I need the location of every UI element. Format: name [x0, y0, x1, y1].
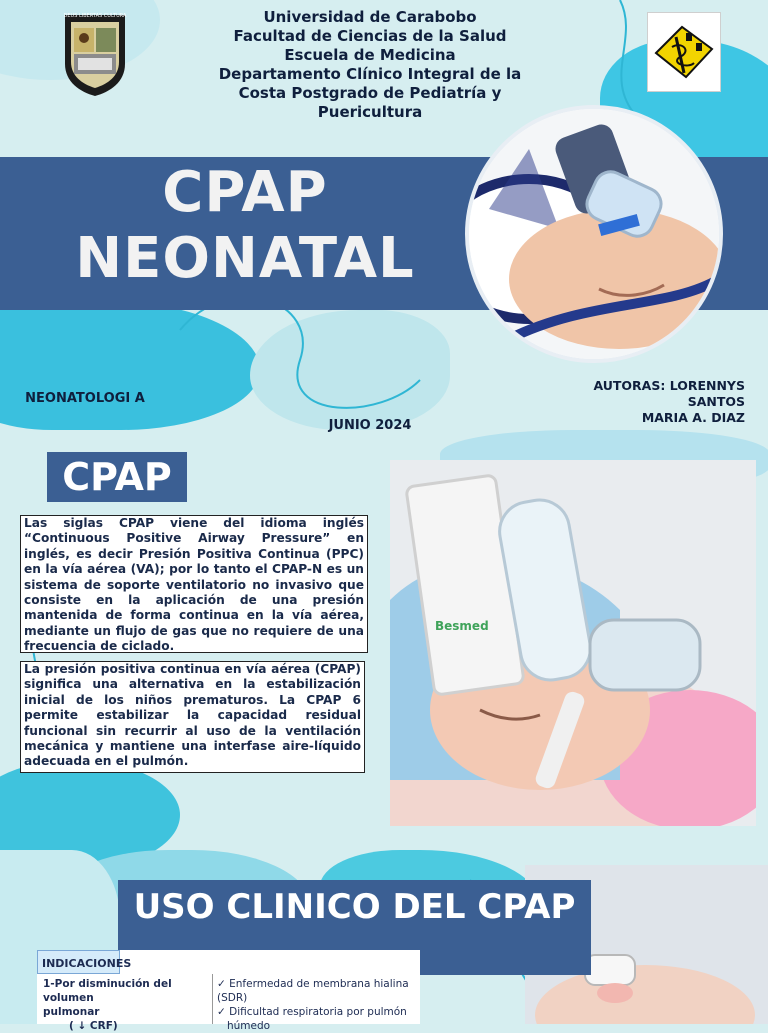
header-line: Costa Postgrado de Pediatría y	[238, 84, 502, 102]
subject-label: NEONATOLOGI A	[25, 391, 145, 406]
besmed-label: Besmed	[435, 619, 489, 633]
table-right-cell	[213, 974, 420, 1032]
institution-header	[150, 8, 590, 122]
header-line: Puericultura	[317, 103, 423, 121]
table-cell-line: pulmonar	[43, 1006, 100, 1018]
author-line: AUTORAS: LORENNYS	[593, 378, 745, 393]
table-left-cell	[37, 974, 213, 1032]
author-line: MARIA A. DIAZ	[641, 410, 745, 425]
table-cell-line: ✓ Dificultad respiratoria por pulmón	[217, 1006, 407, 1018]
table-cell-line: ( ↓ CRF)	[69, 1020, 118, 1032]
definition-paragraph: Las siglas CPAP viene del idioma inglés “Continuous Positive Airway Pressure” en inglés, es decir Presión Positiva Continua (PPC) en la vía aérea (VA); por lo tanto el CPAP-N es un sistema de soporte ventilatorio no invasivo que consiste en la aplicación de una presión mantenida de forma continua en la vía aérea, mediante un flujo de gas que no requiere de una frecuencia de ciclado.	[20, 515, 368, 653]
header-line: Escuela de Medicina	[284, 46, 456, 64]
section-title-cpap: CPAP	[47, 452, 187, 502]
authors-block	[540, 378, 745, 426]
table-header	[37, 950, 132, 974]
baby-cpap-photo	[465, 105, 723, 363]
title-line: NEONATAL	[75, 226, 415, 291]
table-header-label: INDICACIONES	[42, 957, 132, 970]
table-cell-line: húmedo	[227, 1020, 271, 1032]
header-line: Universidad de Carabobo	[263, 8, 477, 26]
author-line: SANTOS	[687, 394, 745, 409]
section-title-uso-clinico: USO CLINICO DEL CPAP	[118, 880, 591, 975]
table-cell-line: 1-Por disminución del volumen	[43, 978, 172, 1004]
description-paragraph: La presión positiva continua en vía aérea (CPAP) significa una alternativa en la estabilización inicial de los niños prematuros. La CPAP 6 permite estabilizar la capacidad residual funcional sin recurrir al uso de la ventilación mecánica y mantiene una interfase aire-líquido adecuada en el pulmón.	[20, 661, 365, 773]
header-line: Facultad de Ciencias de la Salud	[233, 27, 507, 45]
university-logo	[62, 12, 128, 98]
logo-motto: DEUS LIBERTAS CULTURA	[63, 13, 127, 19]
table-cell-line: ✓ Enfermedad de membrana hialina (SDR)	[217, 978, 409, 1004]
infant-cpap-photo	[390, 460, 756, 826]
title-line: CPAP	[162, 160, 328, 225]
faculty-logo	[647, 12, 721, 92]
page-title	[40, 160, 450, 292]
date-label: JUNIO 2024	[328, 418, 412, 433]
indications-table	[37, 950, 420, 1032]
header-line: Departamento Clínico Integral de la	[218, 65, 522, 83]
